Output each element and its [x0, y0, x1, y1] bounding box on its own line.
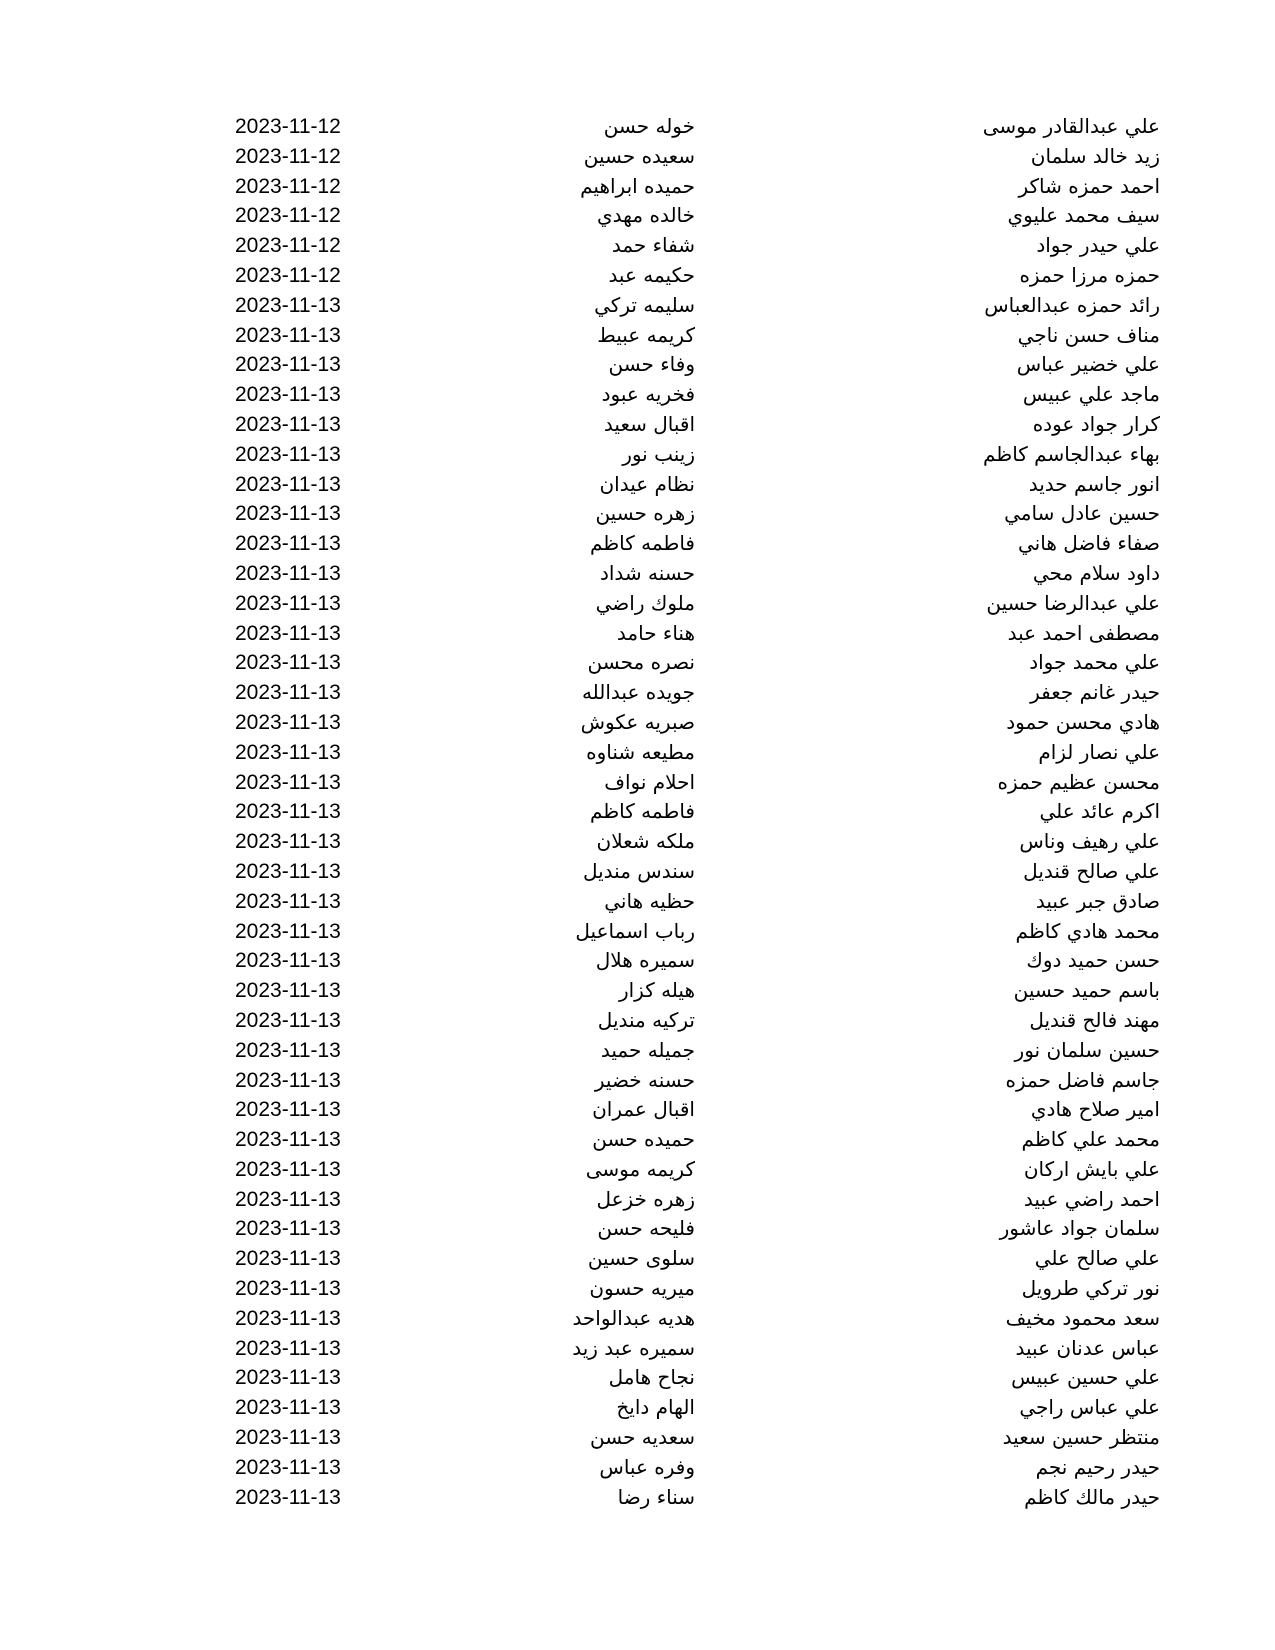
husband-name-cell: علي خضير عباس [1016, 352, 1160, 377]
husband-name-cell: داود سلام محي [1032, 560, 1160, 585]
table-row [0, 499, 1275, 529]
husband-name-cell: كرار جواد عوده [1032, 411, 1160, 436]
husband-name-cell: علي بايش اركان [1023, 1156, 1160, 1181]
husband-name-cell: علي عبدالرضا حسين [986, 590, 1160, 615]
table-row [0, 887, 1275, 917]
table-row [0, 470, 1275, 500]
spouse-name-cell: رباب اسماعيل [575, 918, 695, 943]
spouse-name-cell: فاطمه كاظم [589, 531, 695, 556]
spouse-name-cell: سميره هلال [595, 948, 695, 973]
spouse-name-cell: ملكه شعلان [596, 829, 695, 854]
table-row [0, 1334, 1275, 1364]
table-row [0, 350, 1275, 380]
names-table [0, 112, 1275, 1512]
husband-name-cell: علي حسين عبيس [1011, 1365, 1160, 1390]
spouse-name-cell: ميريه حسون [589, 1276, 695, 1301]
date-cell: 2023-11-13 [235, 1306, 341, 1330]
table-row [0, 738, 1275, 768]
table-row [0, 768, 1275, 798]
date-cell: 2023-11-13 [235, 1426, 341, 1450]
table-row [0, 1304, 1275, 1334]
spouse-name-cell: سلوى حسين [587, 1246, 695, 1271]
spouse-name-cell: هديه عبدالواحد [572, 1305, 695, 1330]
table-row [0, 917, 1275, 947]
table-row [0, 142, 1275, 172]
table-row [0, 678, 1275, 708]
husband-name-cell: باسم حميد حسين [1013, 978, 1160, 1003]
table-row [0, 1125, 1275, 1155]
spouse-name-cell: خوله حسن [603, 114, 695, 138]
husband-name-cell: علي نصار لزام [1038, 739, 1160, 764]
husband-name-cell: حسين عادل سامي [1004, 501, 1160, 526]
table-row [0, 201, 1275, 231]
table-row [0, 1214, 1275, 1244]
husband-name-cell: احمد حمزه شاكر [1018, 173, 1160, 198]
husband-name-cell: حيدر مالك كاظم [1024, 1484, 1160, 1509]
spouse-name-cell: حسنه خضير [594, 1067, 695, 1092]
date-cell: 2023-11-12 [235, 234, 341, 258]
table-row [0, 321, 1275, 351]
date-cell: 2023-11-12 [235, 174, 341, 198]
table-row [0, 231, 1275, 261]
husband-name-cell: سيف محمد عليوي [1007, 203, 1160, 228]
spouse-name-cell: زهره خزعل [596, 1186, 695, 1211]
date-cell: 2023-11-13 [235, 591, 341, 615]
date-cell: 2023-11-13 [235, 621, 341, 645]
table-row [0, 559, 1275, 589]
husband-name-cell: نور تركي طرويل [1021, 1276, 1160, 1301]
table-row [0, 797, 1275, 827]
date-cell: 2023-11-13 [235, 651, 341, 675]
table-row [0, 1274, 1275, 1304]
spouse-name-cell: نظام عيدان [599, 471, 695, 496]
table-row [0, 529, 1275, 559]
table-row [0, 112, 1275, 142]
date-cell: 2023-11-13 [235, 949, 341, 973]
table-row [0, 827, 1275, 857]
spouse-name-cell: فليحه حسن [597, 1216, 695, 1241]
spouse-name-cell: اقبال عمران [592, 1097, 695, 1122]
table-row [0, 380, 1275, 410]
spouse-name-cell: زهره حسين [595, 501, 695, 526]
table-row [0, 1066, 1275, 1096]
table-row [0, 1185, 1275, 1215]
date-cell: 2023-11-13 [235, 472, 341, 496]
husband-name-cell: محسن عظيم حمزه [997, 769, 1160, 794]
spouse-name-cell: حكيمه عبد [608, 262, 695, 287]
date-cell: 2023-11-13 [235, 830, 341, 854]
date-cell: 2023-11-13 [235, 293, 341, 317]
date-cell: 2023-11-13 [235, 1157, 341, 1181]
table-row [0, 410, 1275, 440]
spouse-name-cell: سليمه تركي [594, 292, 695, 317]
husband-name-cell: حمزه مرزا حمزه [1019, 262, 1160, 287]
husband-name-cell: علي صالح علي [1034, 1246, 1160, 1271]
date-cell: 2023-11-12 [235, 144, 341, 168]
husband-name-cell: جاسم فاضل حمزه [1005, 1067, 1160, 1092]
spouse-name-cell: زينب نور [622, 441, 695, 466]
husband-name-cell: سعد محمود مخيف [1005, 1305, 1160, 1330]
date-cell: 2023-11-12 [235, 115, 341, 138]
husband-name-cell: علي رهيف وناس [1019, 829, 1160, 854]
table-row [0, 1423, 1275, 1453]
date-cell: 2023-11-13 [235, 1217, 341, 1241]
date-cell: 2023-11-13 [235, 1008, 341, 1032]
spouse-name-cell: حظيه هاني [604, 888, 695, 913]
spouse-name-cell: حميده ابراهيم [580, 173, 695, 198]
date-cell: 2023-11-13 [235, 1277, 341, 1301]
spouse-name-cell: فاطمه كاظم [589, 799, 695, 824]
husband-name-cell: بهاء عبدالجاسم كاظم [982, 441, 1160, 466]
husband-name-cell: هادي محسن حمود [1006, 709, 1160, 734]
table-row [0, 1363, 1275, 1393]
date-cell: 2023-11-13 [235, 323, 341, 347]
date-cell: 2023-11-12 [235, 204, 341, 228]
date-cell: 2023-11-13 [235, 919, 341, 943]
husband-name-cell: علي محمد جواد [1029, 650, 1160, 675]
spouse-name-cell: اقبال سعيد [603, 411, 695, 436]
spouse-name-cell: سميره عبد زيد [572, 1335, 695, 1360]
date-cell: 2023-11-13 [235, 859, 341, 883]
table-row [0, 1095, 1275, 1125]
date-cell: 2023-11-13 [235, 1038, 341, 1062]
husband-name-cell: عباس عدنان عبيد [1015, 1335, 1160, 1360]
husband-name-cell: حيدر رحيم نجم [1035, 1454, 1160, 1479]
table-row [0, 1036, 1275, 1066]
date-cell: 2023-11-13 [235, 1336, 341, 1360]
date-cell: 2023-11-13 [235, 710, 341, 734]
date-cell: 2023-11-13 [235, 1455, 341, 1479]
husband-name-cell: صفاء فاضل هاني [1018, 531, 1160, 556]
spouse-name-cell: ملوك راضي [595, 590, 695, 615]
spouse-name-cell: سعديه حسن [590, 1425, 695, 1450]
date-cell: 2023-11-13 [235, 561, 341, 585]
spouse-name-cell: حسنه شداد [599, 560, 695, 585]
date-cell: 2023-11-13 [235, 889, 341, 913]
spouse-name-cell: سناء رضا [617, 1484, 695, 1509]
spouse-name-cell: مطيعه شناوه [586, 739, 695, 764]
date-cell: 2023-11-13 [235, 1485, 341, 1509]
husband-name-cell: محمد علي كاظم [1021, 1127, 1160, 1152]
spouse-name-cell: جويده عبدالله [581, 680, 695, 705]
spouse-name-cell: وفره عباس [599, 1454, 695, 1479]
husband-name-cell: حسين سلمان نور [1014, 1037, 1160, 1062]
table-row [0, 1483, 1275, 1513]
spouse-name-cell: فخريه عبود [601, 382, 695, 407]
date-cell: 2023-11-13 [235, 412, 341, 436]
table-row [0, 291, 1275, 321]
date-cell: 2023-11-13 [235, 1396, 341, 1420]
table-row [0, 708, 1275, 738]
table-row [0, 648, 1275, 678]
table-row [0, 976, 1275, 1006]
husband-name-cell: منتظر حسين سعيد [1002, 1425, 1160, 1450]
spouse-name-cell: كريمه عبيط [597, 322, 695, 347]
date-cell: 2023-11-13 [235, 383, 341, 407]
date-cell: 2023-11-13 [235, 681, 341, 705]
table-row [0, 440, 1275, 470]
spouse-name-cell: نصره محسن [587, 650, 695, 675]
husband-name-cell: حسن حميد دوك [1026, 948, 1160, 973]
husband-name-cell: اكرم عائد علي [1039, 799, 1160, 824]
date-cell: 2023-11-13 [235, 502, 341, 526]
spouse-name-cell: جميله حميد [600, 1037, 695, 1062]
husband-name-cell: انور جاسم حديد [1028, 471, 1160, 496]
table-row [0, 172, 1275, 202]
date-cell: 2023-11-13 [235, 353, 341, 377]
husband-name-cell: علي عباس راجي [1019, 1395, 1160, 1420]
date-cell: 2023-11-13 [235, 532, 341, 556]
date-cell: 2023-11-13 [235, 800, 341, 824]
date-cell: 2023-11-13 [235, 740, 341, 764]
table-row [0, 619, 1275, 649]
date-cell: 2023-11-13 [235, 1128, 341, 1152]
spouse-name-cell: الهام دايخ [616, 1395, 695, 1420]
husband-name-cell: امير صلاح هادي [1030, 1097, 1160, 1122]
husband-name-cell: علي عبدالقادر موسى [982, 114, 1160, 138]
spouse-name-cell: هيله كزار [618, 978, 695, 1003]
husband-name-cell: زيد خالد سلمان [1030, 143, 1160, 168]
spouse-name-cell: سندس منديل [582, 858, 695, 883]
husband-name-cell: احمد راضي عبيد [1023, 1186, 1160, 1211]
table-row [0, 1393, 1275, 1423]
husband-name-cell: مهند فالح قنديل [1029, 1007, 1160, 1032]
table-row [0, 589, 1275, 619]
date-cell: 2023-11-13 [235, 979, 341, 1003]
spouse-name-cell: خالده مهدي [597, 203, 695, 228]
husband-name-cell: مصطفى احمد عبد [1007, 620, 1160, 645]
date-cell: 2023-11-13 [235, 442, 341, 466]
spouse-name-cell: كريمه موسى [585, 1156, 695, 1181]
table-row [0, 946, 1275, 976]
table-row [0, 1453, 1275, 1483]
spouse-name-cell: نجاح هامل [608, 1365, 695, 1390]
date-cell: 2023-11-13 [235, 1098, 341, 1122]
table-row [0, 1244, 1275, 1274]
spouse-name-cell: احلام نواف [604, 769, 695, 794]
husband-name-cell: سلمان جواد عاشور [999, 1216, 1160, 1241]
husband-name-cell: محمد هادي كاظم [1015, 918, 1160, 943]
husband-name-cell: ماجد علي عبيس [1022, 382, 1160, 407]
husband-name-cell: صادق جبر عبيد [1035, 888, 1160, 913]
husband-name-cell: حيدر غانم جعفر [1030, 680, 1160, 705]
date-cell: 2023-11-13 [235, 770, 341, 794]
spouse-name-cell: تركيه منديل [597, 1007, 695, 1032]
spouse-name-cell: صبريه عكوش [580, 709, 695, 734]
spouse-name-cell: شفاء حمد [611, 233, 695, 258]
spouse-name-cell: سعيده حسين [583, 143, 695, 168]
table-row [0, 857, 1275, 887]
date-cell: 2023-11-12 [235, 263, 341, 287]
date-cell: 2023-11-13 [235, 1247, 341, 1271]
date-cell: 2023-11-13 [235, 1068, 341, 1092]
spouse-name-cell: هناء حامد [616, 620, 695, 645]
date-cell: 2023-11-13 [235, 1187, 341, 1211]
spouse-name-cell: وفاء حسن [608, 352, 695, 377]
husband-name-cell: رائد حمزه عبدالعباس [984, 292, 1160, 317]
spouse-name-cell: حميده حسن [592, 1127, 695, 1152]
husband-name-cell: مناف حسن ناجي [1017, 322, 1160, 347]
table-row [0, 1155, 1275, 1185]
husband-name-cell: علي صالح قنديل [1023, 858, 1160, 883]
date-cell: 2023-11-13 [235, 1366, 341, 1390]
husband-name-cell: علي حيدر جواد [1036, 233, 1160, 258]
table-row [0, 261, 1275, 291]
table-row [0, 1006, 1275, 1036]
